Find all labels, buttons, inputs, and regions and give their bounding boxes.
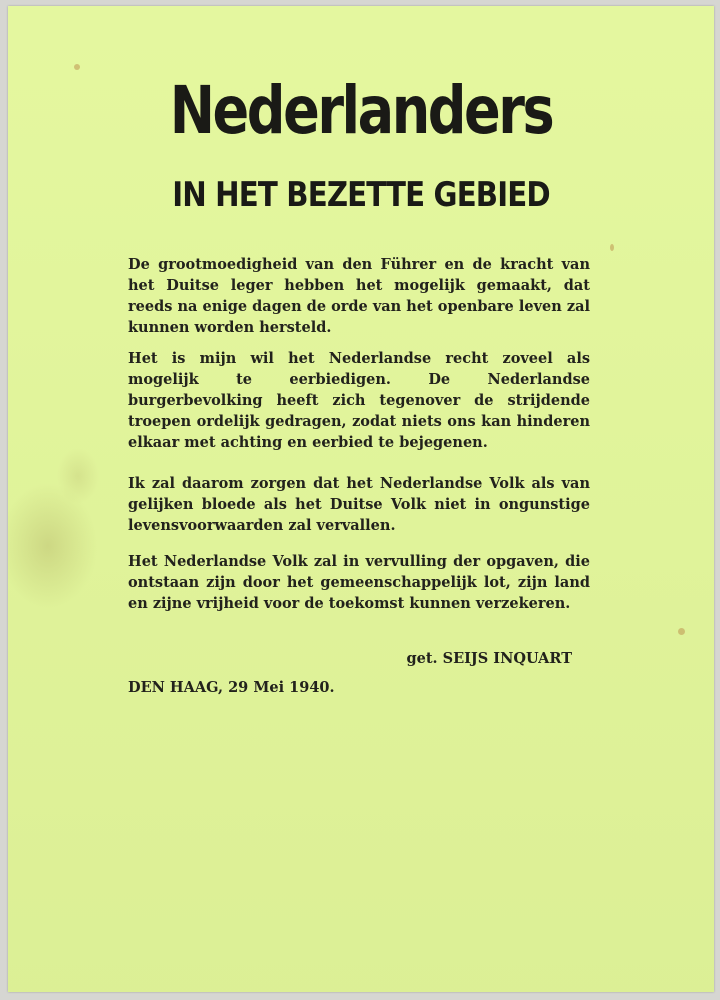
stain-mark <box>610 244 614 251</box>
signature: get. SEIJS INQUART <box>406 650 572 667</box>
paragraph-2: Het is mijn wil het Nederlandse recht zoveel als mogelijk te eerbiedigen. De Nederlandse burgerbevolking heeft zich tegenover de strijdende troepen ordelijk gedragen, zodat niets ons kan hinderen elkaar met achting en eerbied te bejegenen. <box>128 350 590 451</box>
paragraph-4: Het Nederlandse Volk zal in vervulling der opgaven, die ontstaan zijn door het gemeenschappelijk lot, zijn land en zijne vrijheid voor de toekomst kunnen verzekeren. <box>128 553 590 612</box>
stain-mark <box>74 64 80 70</box>
poster-title: Nederlanders <box>169 72 553 149</box>
paragraph-1: De grootmoedigheid van den Führer en de kracht van het Duitse leger hebben het mogelijk gemaakt, dat reeds na enige dagen de orde van het openbare leven zal kunnen worden hersteld. <box>128 256 590 336</box>
poster-subtitle: IN HET BEZETTE GEBIED <box>172 175 550 215</box>
date-line: DEN HAAG, 29 Mei 1940. <box>128 679 335 696</box>
paragraph-3: Ik zal daarom zorgen dat het Nederlandse Volk als van gelijken bloede als het Duitse Volk niet in ongunstige levensvoorwaarden zal vervallen. <box>128 475 590 534</box>
poster-sheet <box>8 6 714 992</box>
stain-mark <box>678 628 685 635</box>
